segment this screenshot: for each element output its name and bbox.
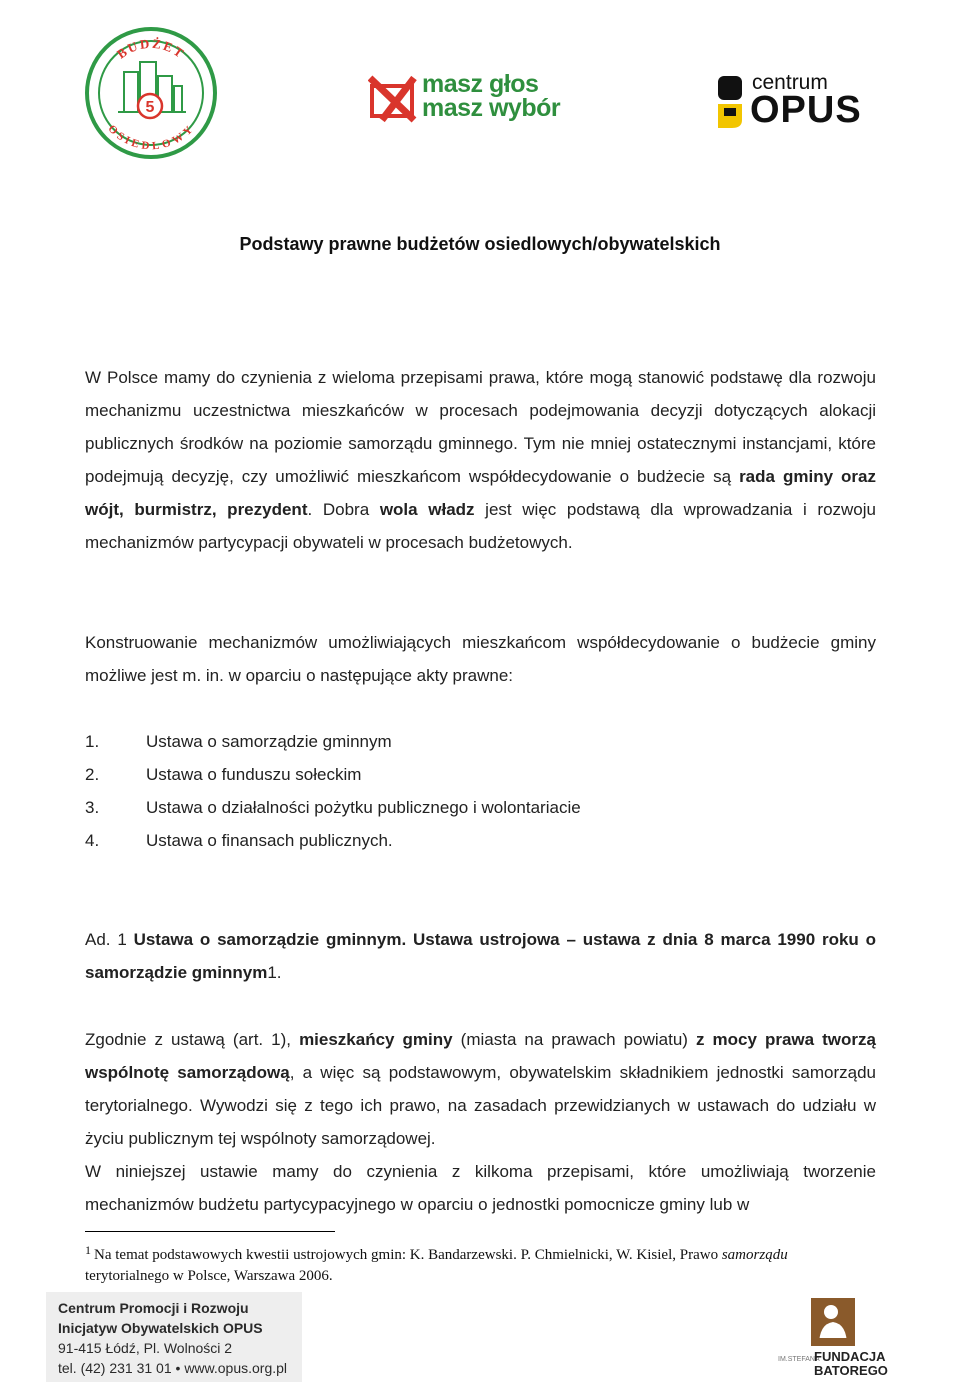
list-text: Ustawa o funduszu sołeckim: [146, 765, 362, 784]
text-span: jest więc podstawą dla wprowadzania i rozwoju mechanizmów partycypacji obywateli w procesach budżetowych.: [85, 500, 876, 552]
batory-line2: BATOREGO: [814, 1363, 888, 1378]
masz-glos-line2: masz wybór: [422, 94, 561, 122]
footnote: [85, 1240, 845, 1287]
fundacja-batorego-logo: [778, 1298, 888, 1384]
bold-span: rada gminy oraz wójt, burmistrz, prezydent: [85, 467, 876, 519]
svg-text:OSIEDLOWY: OSIEDLOWY: [105, 122, 197, 153]
footnote-number: 1: [85, 1243, 91, 1257]
text-span: W niniejszej ustawie mamy do czynienia z kilkoma przepisami, które umożliwiają tworzenie mechanizmów budżetu partycypacyjnego w oparciu o jednostki pomocnicze gminy lub w: [85, 1162, 876, 1214]
bold-span: Ustawa o samorządzie gminnym. Ustawa ustrojowa – ustawa z dnia 8 marca 1990 roku o samorządzie gminnym: [85, 930, 876, 982]
city-coin-icon: [84, 26, 218, 160]
acts-list: [85, 725, 581, 857]
list-text: Ustawa o finansach publicznych.: [146, 831, 393, 850]
address-line: 91-415 Łódź, Pl. Wolności 2: [58, 1340, 233, 1356]
text-span: terytorialnego w Polsce, Warszawa 2006.: [85, 1268, 333, 1284]
text-span: . Dobra: [307, 500, 380, 519]
text-span: 1.: [267, 963, 282, 982]
text-span: , a więc są podstawowym, obywatelskim składnikiem jednostki samorządu terytorialnego. Wywodzi się z tego ich prawo, na zasadach przewidzianych w ustawach do udziału w życiu publicznym tej wspólnoty samorządowej.: [85, 1063, 876, 1148]
address-line: Inicjatyw Obywatelskich OPUS: [58, 1320, 263, 1336]
text-span: Zgodnie z ustawą (art. 1),: [85, 1030, 300, 1049]
list-item: [85, 791, 581, 824]
list-number: 3.: [85, 798, 100, 817]
centrum-opus-logo: [716, 71, 862, 132]
list-item: [85, 725, 581, 758]
text-span: W Polsce mamy do czynienia z wieloma przepisami prawa, które mogą stanowić podstawę dla rozwoju mechanizmu uczestnictwa mieszkańców w procesach podejmowania decyzji dotyczących alokacji publicznych środków na poziomie samorządu gminnego. Tym nie mniej ostatecznymi instancjami, które podejmują decyzję, czy umożliwić mieszkańcom współdecydowanie o budżecie są: [85, 368, 876, 486]
opus-logo-line1: centrum: [752, 71, 828, 94]
batory-line1: FUNDACJA: [814, 1349, 886, 1364]
list-item: [85, 824, 581, 857]
list-number: 1.: [85, 732, 100, 751]
text-span: Ad. 1: [85, 930, 134, 949]
acts-intro-paragraph: Konstruowanie mechanizmów umożliwiających mieszkańcom współdecydowanie o budżecie gminy możliwe jest m. in. w oparciu o następujące akty prawne:: [85, 633, 876, 685]
footer-address-block: [46, 1292, 302, 1382]
community-paragraph: [85, 1023, 876, 1221]
text-span: Na temat podstawowych kwestii ustrojowych gmin: K. Bandarzewski. P. Chmielnicki, W. Kisiel, Prawo: [94, 1247, 722, 1263]
budzet-osiedlowy-logo: [84, 26, 218, 160]
list-number: 2.: [85, 765, 100, 784]
opus-logo-line2: OPUS: [750, 89, 862, 131]
bold-span: wola władz: [379, 500, 475, 519]
masz-glos-line1: masz głos: [422, 70, 539, 98]
bold-span: z mocy prawa tworzą wspólnotę samorządową: [85, 1030, 876, 1082]
batory-name: [814, 1350, 888, 1378]
batory-small-text: IM.STEFANA: [778, 1356, 820, 1363]
masz-glos-masz-wybor-logo: [368, 72, 578, 128]
italic-span: samorządu: [721, 1247, 788, 1263]
list-text: Ustawa o samorządzie gminnym: [146, 732, 392, 751]
section-heading: [85, 923, 876, 989]
text-span: (miasta na prawach powiatu): [452, 1030, 696, 1049]
opus-mark-icon: [716, 74, 744, 130]
bold-span: mieszkańcy gminy: [299, 1030, 453, 1049]
batory-mark-icon: [811, 1298, 855, 1346]
ballot-x-icon: [368, 74, 420, 124]
intro-paragraph: [85, 361, 876, 559]
list-text: Ustawa o działalności pożytku publicznego i wolontariacie: [146, 798, 581, 817]
svg-text:5: 5: [145, 99, 155, 116]
address-line: Centrum Promocji i Rozwoju: [58, 1300, 249, 1316]
document-title: Podstawy prawne budżetów osiedlowych/obywatelskich: [239, 234, 721, 254]
list-item: [85, 758, 581, 791]
list-number: 4.: [85, 831, 100, 850]
masz-glos-text: [422, 72, 560, 120]
footnote-separator: [85, 1231, 335, 1232]
address-line: tel. (42) 231 31 01 • www.opus.org.pl: [58, 1360, 288, 1376]
svg-text:BUDŻET: BUDŻET: [113, 35, 189, 62]
